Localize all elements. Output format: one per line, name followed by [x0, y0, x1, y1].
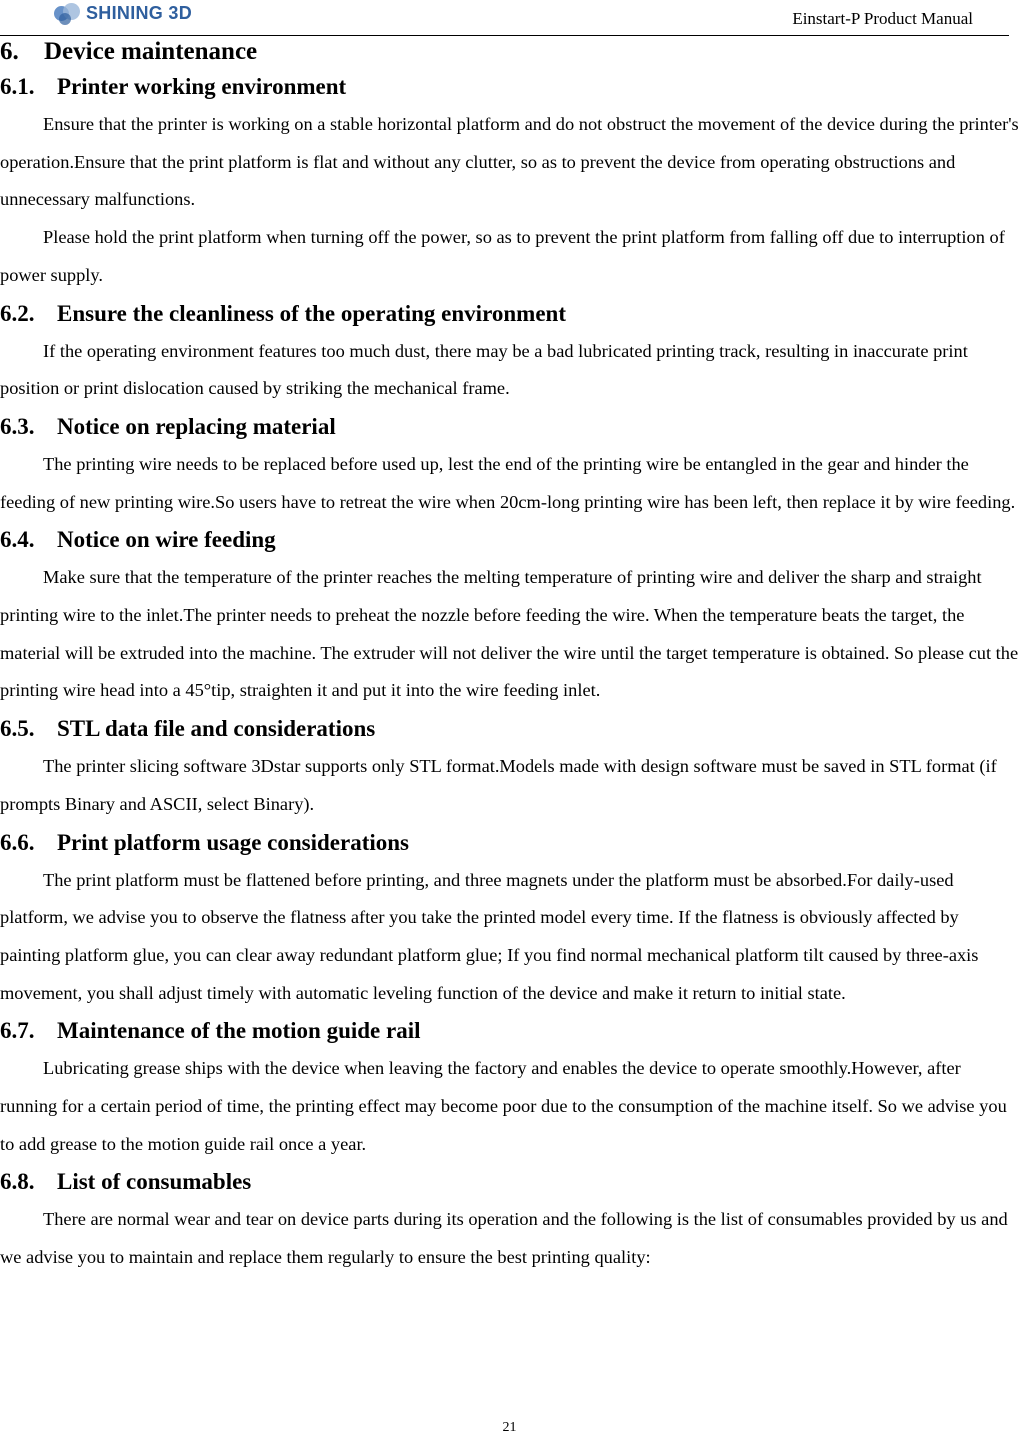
subsection-heading-6-2 — [0, 295, 1019, 333]
subsection-number: 6.3. — [0, 413, 35, 439]
subsection-title: Printer working environment — [57, 74, 347, 99]
section-heading — [0, 36, 1019, 68]
page-header — [0, 0, 1019, 36]
subsection-number: 6.7. — [0, 1018, 35, 1044]
paragraph: Lubricating grease ships with the device when leaving the factory and enables the device to operate smoothly.However, after running for a certain period of time, the printing effect may become poor due to the consumption of the machine itself. So we advise you to add grease to the motion guide rail once a year. — [0, 1058, 1007, 1154]
paragraph: Please hold the print platform when turning off the power, so as to prevent the print platform from falling off due to interruption of power supply. — [0, 227, 1005, 285]
paragraph: If the operating environment features too much dust, there may be a bad lubricated printing track, resulting in inaccurate print position or print dislocation caused by striking the mechanical frame. — [0, 340, 968, 399]
subsection-title: List of consumables — [57, 1169, 252, 1195]
subsection-title: Notice on replacing material — [57, 413, 336, 439]
subsection-heading-6-1 — [0, 68, 1019, 106]
logo-mark-icon — [52, 1, 82, 25]
paragraph: The printer slicing software 3Dstar supports only STL format.Models made with design software must be saved in STL format (if prompts Binary and ASCII, select Binary). — [0, 756, 997, 814]
paragraph: Ensure that the printer is working on a stable horizontal platform and do not obstruct the movement of the device during the printer's operation.Ensure that the print platform is flat and without any clutter, so as to prevent the device from operating obstructions and unnecessary malfunctions. — [0, 114, 1019, 210]
manual-title: Einstart-P Product Manual — [792, 9, 973, 28]
subsection-number: 6.1. — [0, 74, 35, 99]
subsection-heading-6-7 — [0, 1012, 1019, 1050]
paragraph: The printing wire needs to be replaced before used up, lest the end of the printing wire be entangled in the gear and hinder the feeding of new printing wire.So users have to retreat the wire when 20cm-long printing wire has been left, then replace it by wire feeding. — [0, 453, 1016, 512]
shining3d-logo — [52, 0, 192, 26]
subsection-heading-6-3 — [0, 408, 1019, 446]
subsection-number: 6.6. — [0, 829, 35, 855]
subsection-number: 6.2. — [0, 300, 35, 326]
subsection-title: STL data file and considerations — [57, 716, 376, 742]
paragraph: The print platform must be flattened before printing, and three magnets under the platform must be absorbed.For daily-used platform, we advise you to observe the flatness after you take the printed model every time. If the flatness is obviously affected by painting platform glue, you can clear away redundant platform glue; If you find normal mechanical platform tilt caused by three-axis movement, you shall adjust timely with automatic leveling function of the device and make it return to initial state. — [0, 869, 979, 1003]
subsection-heading-6-5 — [0, 710, 1019, 748]
section-number: 6. — [0, 38, 19, 65]
logo-text: SHINING 3D — [86, 2, 193, 23]
subsection-heading-6-8 — [0, 1163, 1019, 1201]
page-content — [0, 36, 1019, 1277]
paragraph: There are normal wear and tear on device parts during its operation and the following is the list of consumables provided by us and we advise you to maintain and replace them regularly to ensure the best printing quality: — [0, 1209, 1008, 1268]
subsection-title: Print platform usage considerations — [57, 829, 410, 855]
subsection-title: Maintenance of the motion guide rail — [57, 1018, 421, 1044]
subsection-number: 6.8. — [0, 1169, 35, 1195]
subsection-title: Notice on wire feeding — [57, 527, 276, 553]
subsection-title: Ensure the cleanliness of the operating environment — [57, 300, 566, 326]
page-number: 21 — [502, 1420, 517, 1435]
subsection-heading-6-4 — [0, 521, 1019, 559]
subsection-number: 6.5. — [0, 716, 35, 742]
paragraph: Make sure that the temperature of the printer reaches the melting temperature of printing wire and deliver the sharp and straight printing wire to the inlet.The printer needs to preheat the nozzle before feeding the wire. When the temperature beats the target, the material will be extruded into the machine. The extruder will not deliver the wire until the target temperature is obtained. So please cut the printing wire head into a 45°tip, straighten it and put it into the wire feeding inlet. — [0, 567, 1019, 701]
subsection-heading-6-6 — [0, 824, 1019, 862]
subsection-number: 6.4. — [0, 527, 35, 553]
section-title: Device maintenance — [44, 38, 258, 65]
